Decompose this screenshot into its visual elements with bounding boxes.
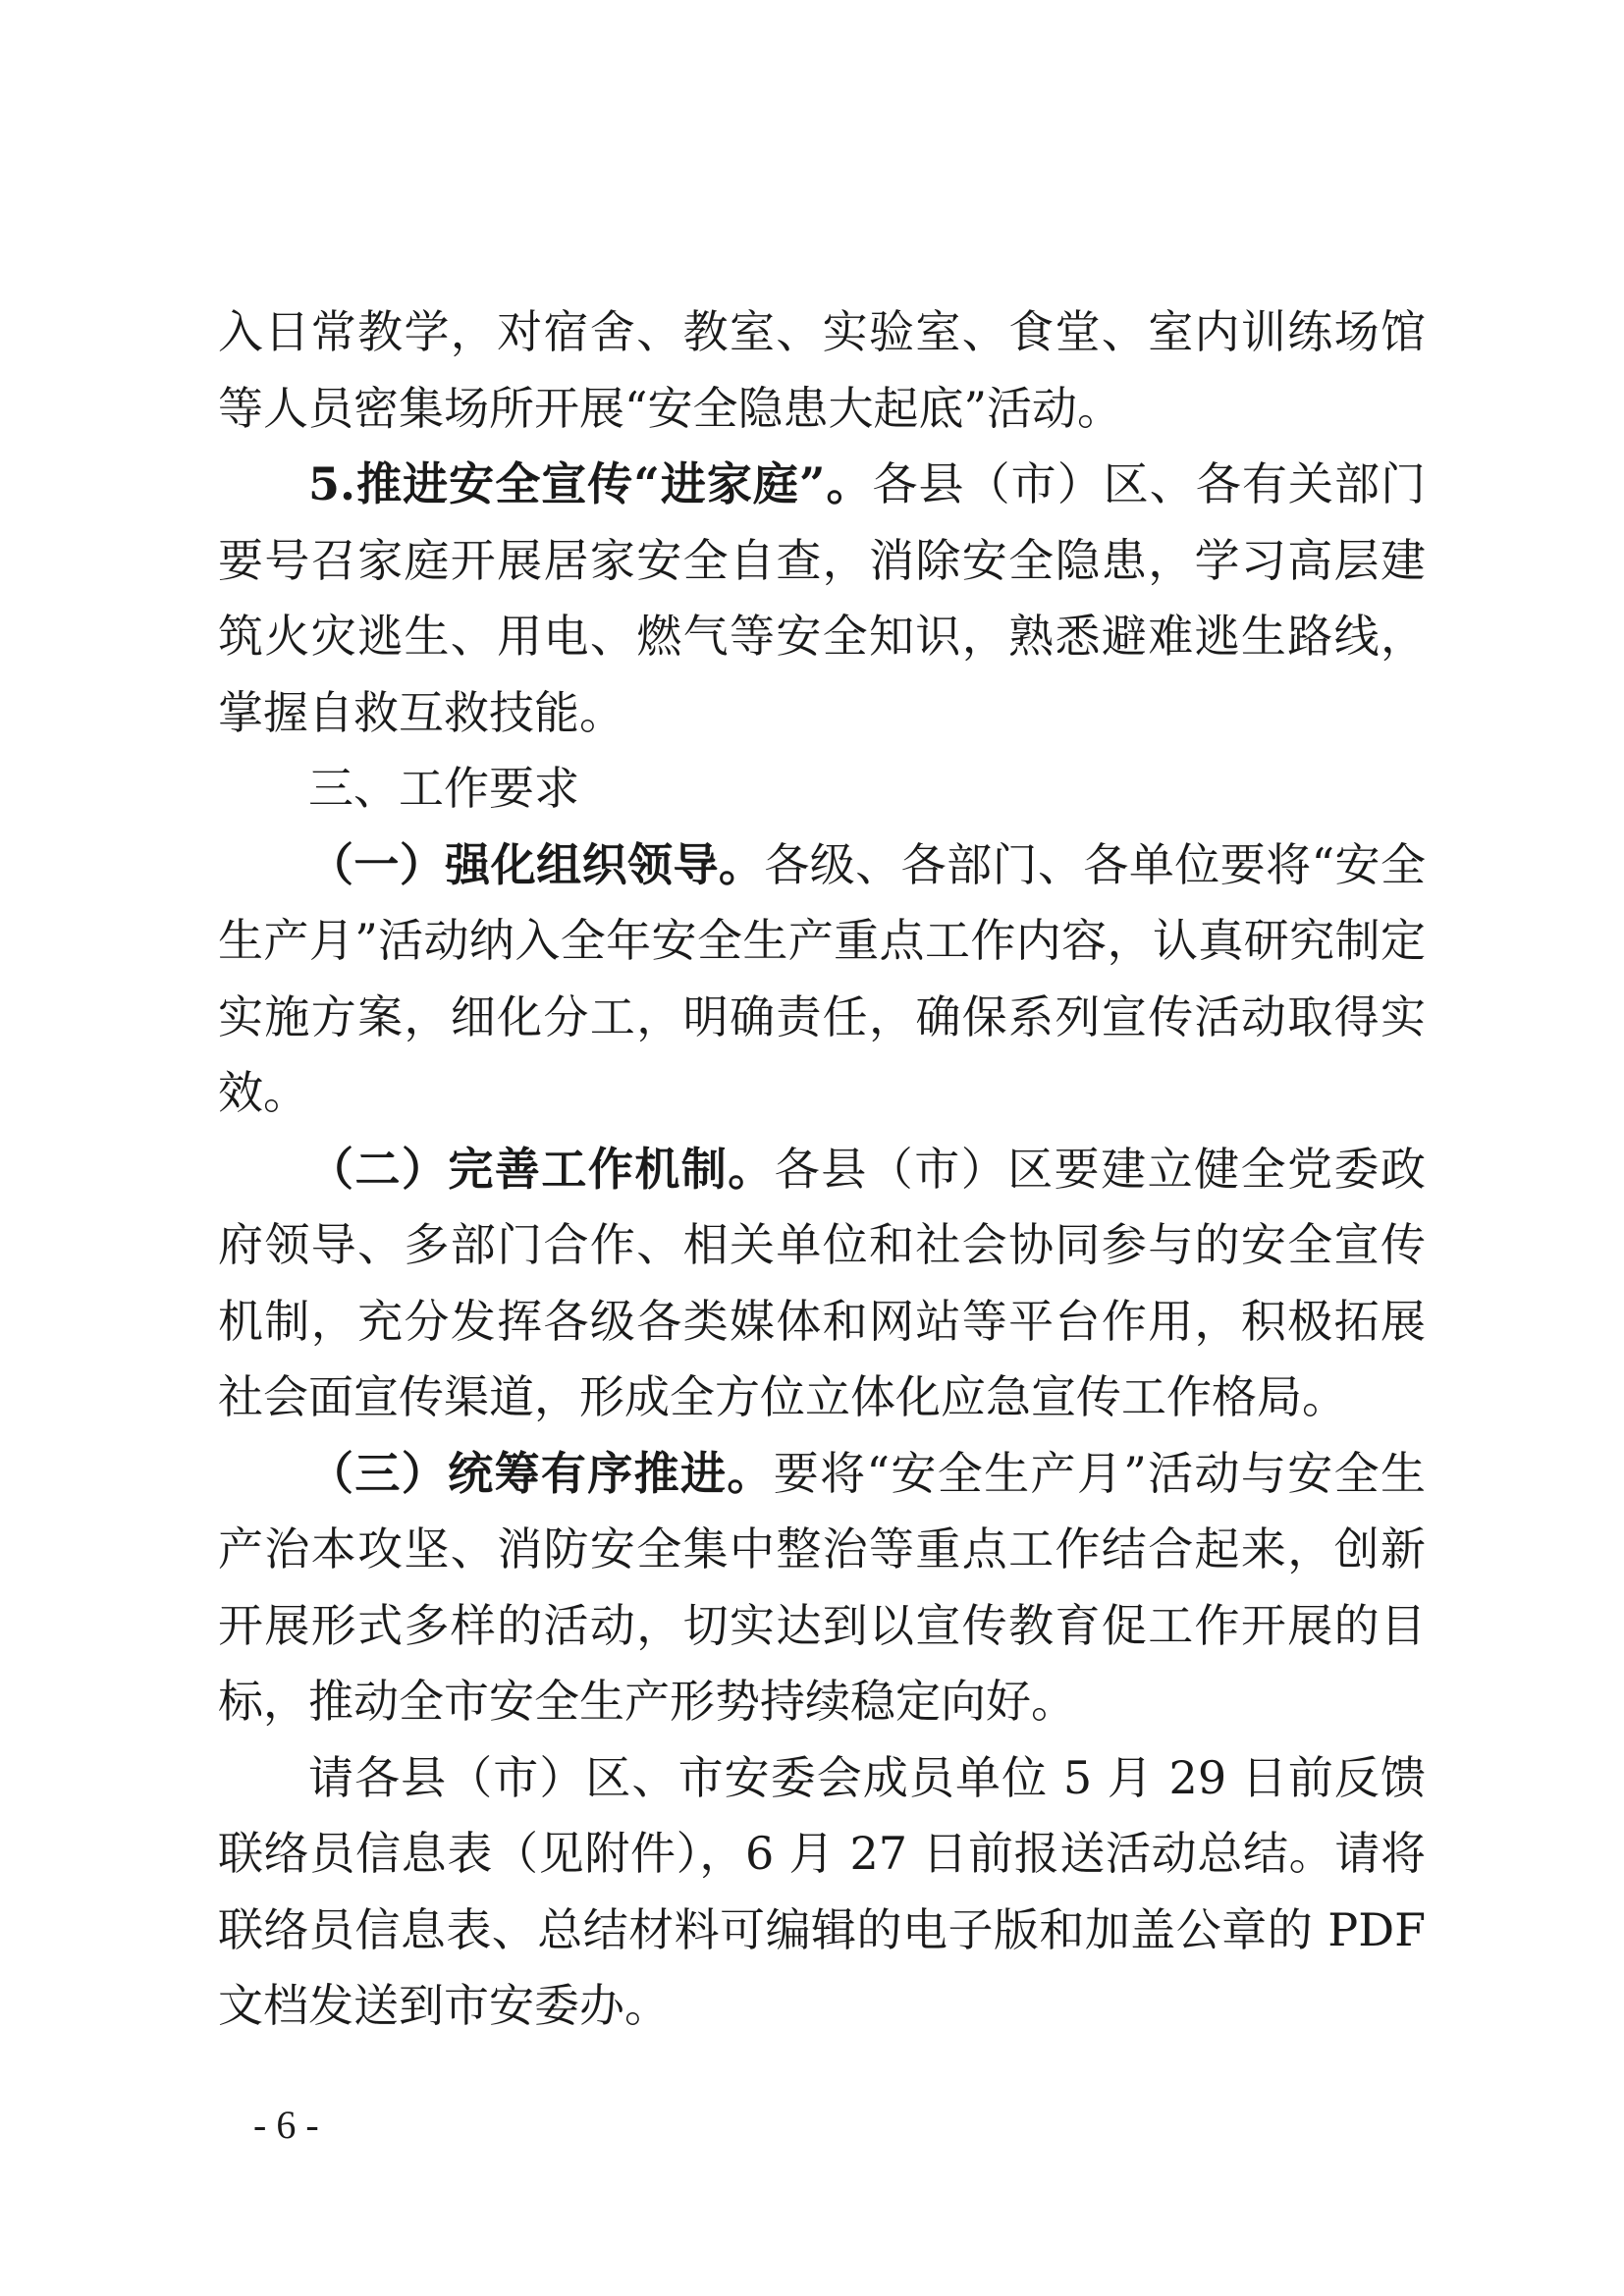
document-body bbox=[218, 294, 1426, 2045]
paragraph-work-mechanism bbox=[218, 1132, 1426, 1436]
paragraph-text: 各县（市）区、各有关部门要号召家庭开展居家安全自查，消除安全隐患，学习高层建筑火灾逃生、用电、燃气等安全知识，熟悉避难逃生路线，掌握自救互救技能。 bbox=[218, 457, 1426, 739]
paragraph-text: 入日常教学，对宿舍、教室、实验室、食堂、室内训练场馆等人员密集场所开展“安全隐患大起底”活动。 bbox=[218, 305, 1426, 435]
paragraph-lead-heading: 5.推进安全宣传“进家庭”。 bbox=[308, 457, 873, 510]
paragraph-family-safety bbox=[218, 447, 1426, 751]
section-heading-work-requirements bbox=[218, 751, 1426, 828]
paragraph-lead-heading: （二）完善工作机制。 bbox=[308, 1142, 775, 1196]
paragraph-lead-heading: （三）统筹有序推进。 bbox=[308, 1446, 774, 1500]
paragraph-organization-leadership bbox=[218, 828, 1426, 1132]
paragraph-campus-safety bbox=[218, 294, 1426, 447]
paragraph-orderly-advance bbox=[218, 1436, 1426, 1740]
page-number: - 6 - bbox=[253, 2103, 319, 2147]
section-heading-text: 三、工作要求 bbox=[308, 762, 579, 815]
paragraph-text: 请各县（市）区、市安委会成员单位 5 月 29 日前反馈联络员信息表（见附件），6 月 27 日前报送活动总结。请将联络员信息表、总结材料可编辑的电子版和加盖公章的 PDF 文档发送到市安委办。 bbox=[218, 1750, 1426, 2032]
paragraph-text: 要将“安全生产月”活动与安全生产治本攻坚、消防安全集中整治等重点工作结合起来，创新开展形式多样的活动，切实达到以宣传教育促工作开展的目标，推动全市安全生产形势持续稳定向好。 bbox=[218, 1446, 1426, 1728]
paragraph-lead-heading: （一）强化组织领导。 bbox=[308, 837, 765, 891]
paragraph-submission-instructions bbox=[218, 1740, 1426, 2045]
paragraph-text: 各级、各部门、各单位要将“安全生产月”活动纳入全年安全生产重点工作内容，认真研究制定实施方案，细化分工，明确责任，确保系列宣传活动取得实效。 bbox=[218, 837, 1426, 1119]
paragraph-text: 各县（市）区要建立健全党委政府领导、多部门合作、相关单位和社会协同参与的安全宣传机制，充分发挥各级各类媒体和网站等平台作用，积极拓展社会面宣传渠道，形成全方位立体化应急宣传工作格局。 bbox=[218, 1142, 1427, 1423]
